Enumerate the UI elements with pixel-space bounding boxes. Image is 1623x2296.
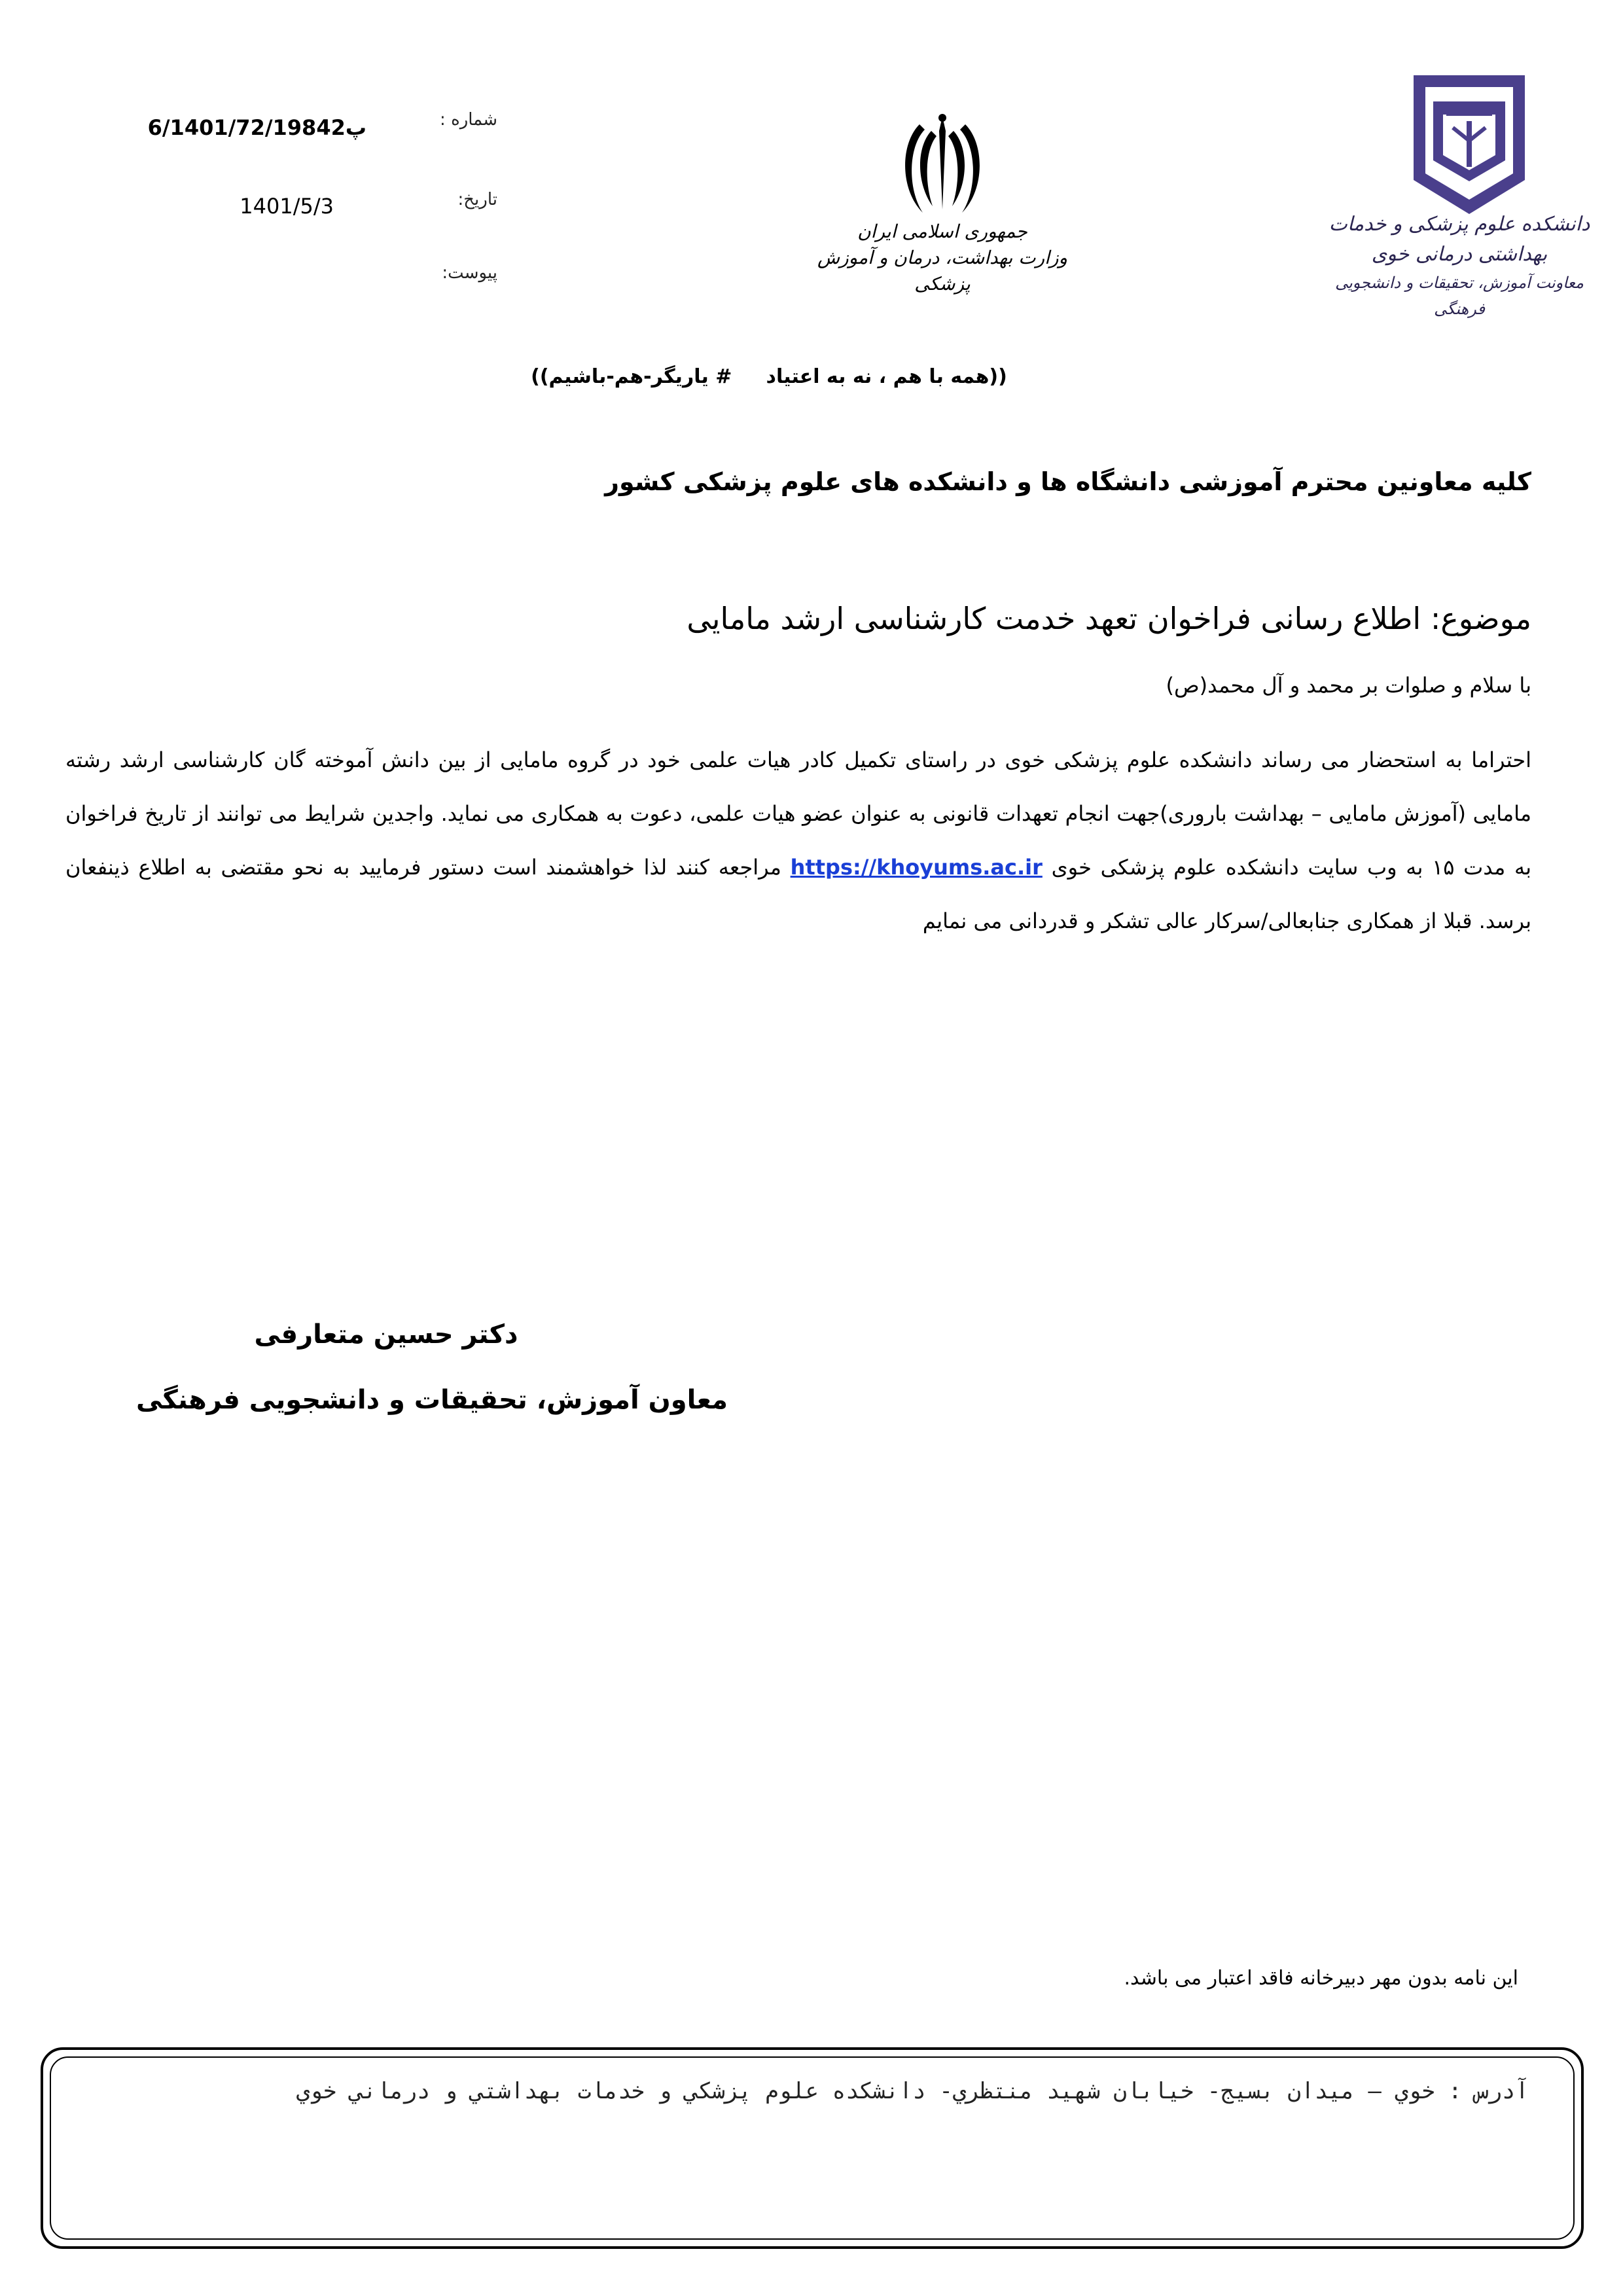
stamp-validity-note: این نامه بدون مهر دبیرخانه فاقد اعتبار می باشد. (1124, 1967, 1518, 1990)
signatory-name: دکتر حسین متعارفی (254, 1319, 518, 1350)
footer-address: آدرس : خوي – ميدان بسيج- خيابان شهيد منتظري- دانشكده علوم پزشكي و خدمات بهداشتي و درماني خوي (296, 2078, 1529, 2104)
university-deputy: معاونت آموزش، تحقیقات و دانشجویی فرهنگی (1335, 274, 1584, 318)
university-name: دانشکده علوم پزشکی و خدمات بهداشتی درمانی خوی (1329, 213, 1590, 266)
ministry-emblem-block (798, 111, 1086, 297)
recipient: کلیه معاونین محترم آموزشی دانشگاه ها و دانشکده های علوم پزشکی کشور (605, 467, 1531, 496)
emblem-caption-country: جمهوری اسلامی ایران (857, 221, 1027, 242)
body-text-part2: مراجعه کنند لذا خواهشمند است دستور فرمایید به نحو مقتضی به اطلاع ذینفعان برسد. قبلا از همکاری جنابعالی/سرکار عالی تشکر و قدردانی می نمایم (65, 855, 1531, 933)
iran-emblem-icon (893, 111, 991, 216)
emblem-caption-ministry: وزارت بهداشت، درمان و آموزش پزشکی (817, 247, 1068, 295)
attachment-label: پیوست: (442, 263, 497, 283)
number-label: شماره : (440, 110, 497, 130)
slogan: ((همه با هم ، نه به اعتیاد # یاریگر-هم-باشیم)) (531, 365, 1007, 388)
university-caption-block (1322, 209, 1597, 322)
letter-date: 1401/5/3 (240, 194, 334, 219)
signatory-title: معاون آموزش، تحقیقات و دانشجویی فرهنگی (135, 1385, 728, 1415)
greeting: با سلام و صلوات بر محمد و آل محمد(ص) (1166, 673, 1531, 698)
body-text-part1: احتراما به استحضار می رساند دانشکده علوم پزشکی خوی در راستای تکمیل کادر هیات علمی خود در گروه مامایی از بین دانش آموخته گان کارشناسی ارشد رشته مامایی (آموزش مامایی – بهداشت باروری)جهت انجام تعهدات قانونی به عنوان عضو هیات علمی، دعوت به همکاری می نماید. واجدین شرایط می توانند از تاریخ فراخوان به مدت ۱۵ به وب سایت دانشکده علوم پزشکی خوی (65, 747, 1532, 880)
university-logo (1407, 69, 1531, 219)
university-shield-icon (1407, 69, 1531, 219)
letter-number: 6/1401/72/19842پ (147, 115, 366, 140)
footer-address-box (41, 2047, 1584, 2249)
date-label: تاریخ: (457, 190, 497, 209)
website-link[interactable]: https://khoyums.ac.ir (790, 855, 1043, 880)
subject: موضوع: اطلاع رسانی فراخوان تعهد خدمت کارشناسی ارشد مامایی (687, 601, 1531, 636)
letter-body (65, 733, 1531, 948)
